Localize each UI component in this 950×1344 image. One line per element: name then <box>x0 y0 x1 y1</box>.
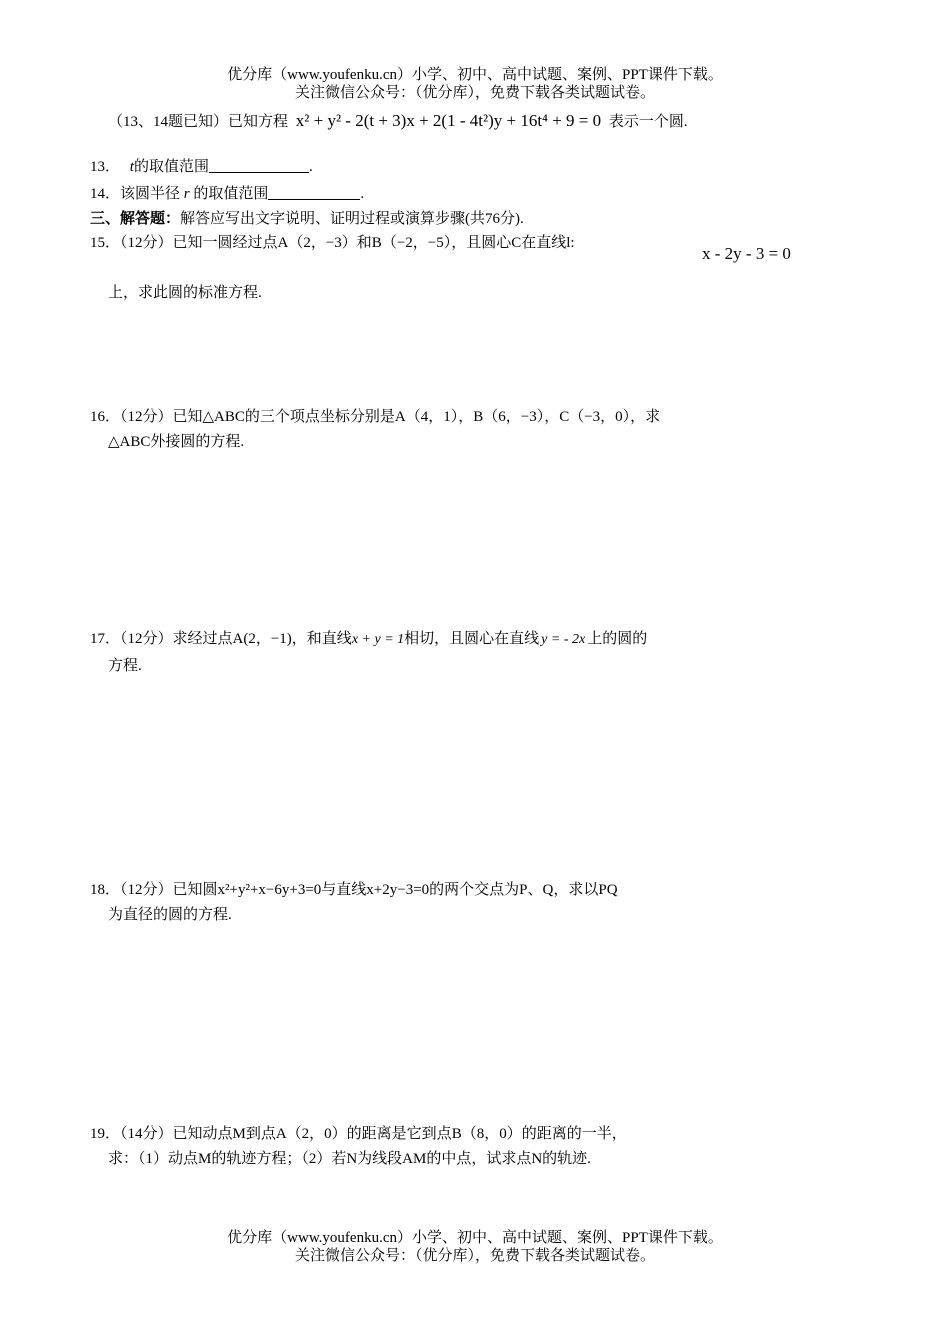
q17-equation-2: y = - 2x <box>541 632 586 647</box>
q13-text: 的取值范围 <box>133 159 209 175</box>
q13-number: 13． <box>90 159 121 175</box>
intro-equation: x² + y² - 2(t + 3)x + 2(1 - 4t²)y + 16t⁴ + 9 = 0 <box>295 111 602 130</box>
question-14 <box>90 185 364 203</box>
footer-line-1: 优分库（www.youfenku.cn）小学、初中、高中试题、案例、PPT课件下载。 <box>227 1230 723 1246</box>
intro-suffix: 表示一个圆. <box>608 114 688 130</box>
q14-end: . <box>360 186 365 202</box>
q16-number: 16． <box>90 409 121 425</box>
q18-number: 18． <box>90 882 121 898</box>
question-17 <box>90 630 647 649</box>
q19-number: 19． <box>90 1126 121 1142</box>
question-18 <box>90 881 618 899</box>
q14-variable: r <box>183 186 190 202</box>
question-19 <box>90 1125 627 1143</box>
q19-line-2: 求：（1）动点M的轨迹方程；（2）若N为线段AM的中点，试求点N的轨迹. <box>108 1151 591 1167</box>
q18-line-1: （12分）已知圆x²+y²+x−6y+3=0与直线x+2y−3=0的两个交点为P、Q，求以PQ <box>120 882 618 898</box>
q17-number: 17． <box>90 631 121 647</box>
q17-part-c: 上的圆的 <box>587 631 648 647</box>
question-13 <box>90 158 313 176</box>
q17-part-b: 相切，且圆心在直线 <box>404 631 540 647</box>
q15-number: 15． <box>90 235 121 251</box>
q14-text-b: 的取值范围 <box>193 186 269 202</box>
q13-end: . <box>308 159 313 175</box>
question-16 <box>90 408 660 426</box>
q14-text-a: 该圆半径 <box>120 186 181 202</box>
q13-variable: t <box>129 159 134 175</box>
q18-line-2: 为直径的圆的方程. <box>108 907 232 923</box>
section-3-title: 三、解答题： <box>90 211 181 227</box>
q15-equation: x - 2y - 3 = 0 <box>702 244 791 263</box>
header-line-2: 关注微信公众号：（优分库），免费下载各类试题试卷。 <box>294 85 655 101</box>
question-15 <box>90 234 575 252</box>
footer-line-2: 关注微信公众号：（优分库），免费下载各类试题试卷。 <box>294 1248 655 1264</box>
q17-equation-1: x + y = 1 <box>351 632 405 647</box>
q17-part-a: （12分）求经过点A(2，−1)，和直线 <box>120 631 352 647</box>
q15-line-1: （12分）已知一圆经过点A（2，−3）和B（−2，−5），且圆心C在直线l: <box>120 235 575 251</box>
intro-line <box>108 112 688 131</box>
q19-line-1: （14分）已知动点M到点A（2，0）的距离是它到点B（8，0）的距离的一半， <box>120 1126 627 1142</box>
q14-number: 14． <box>90 186 121 202</box>
q17-line-2: 方程. <box>108 658 142 674</box>
q16-line-2: △ABC外接圆的方程. <box>108 434 245 450</box>
intro-prefix: （13、14题已知）已知方程 <box>108 114 289 130</box>
q16-line-1: （12分）已知△ABC的三个项点坐标分别是A（4，1），B（6，−3），C（−3，0），求 <box>120 409 661 425</box>
q13-answer-blank[interactable] <box>209 158 309 173</box>
section-3-heading <box>90 210 524 228</box>
header-line-1: 优分库（www.youfenku.cn）小学、初中、高中试题、案例、PPT课件下载。 <box>227 67 723 83</box>
q15-line-2: 上，求此圆的标准方程. <box>108 285 262 301</box>
section-3-text: 解答应写出文字说明、证明过程或演算步骤(共76分). <box>180 211 524 227</box>
q14-answer-blank[interactable] <box>268 185 360 200</box>
